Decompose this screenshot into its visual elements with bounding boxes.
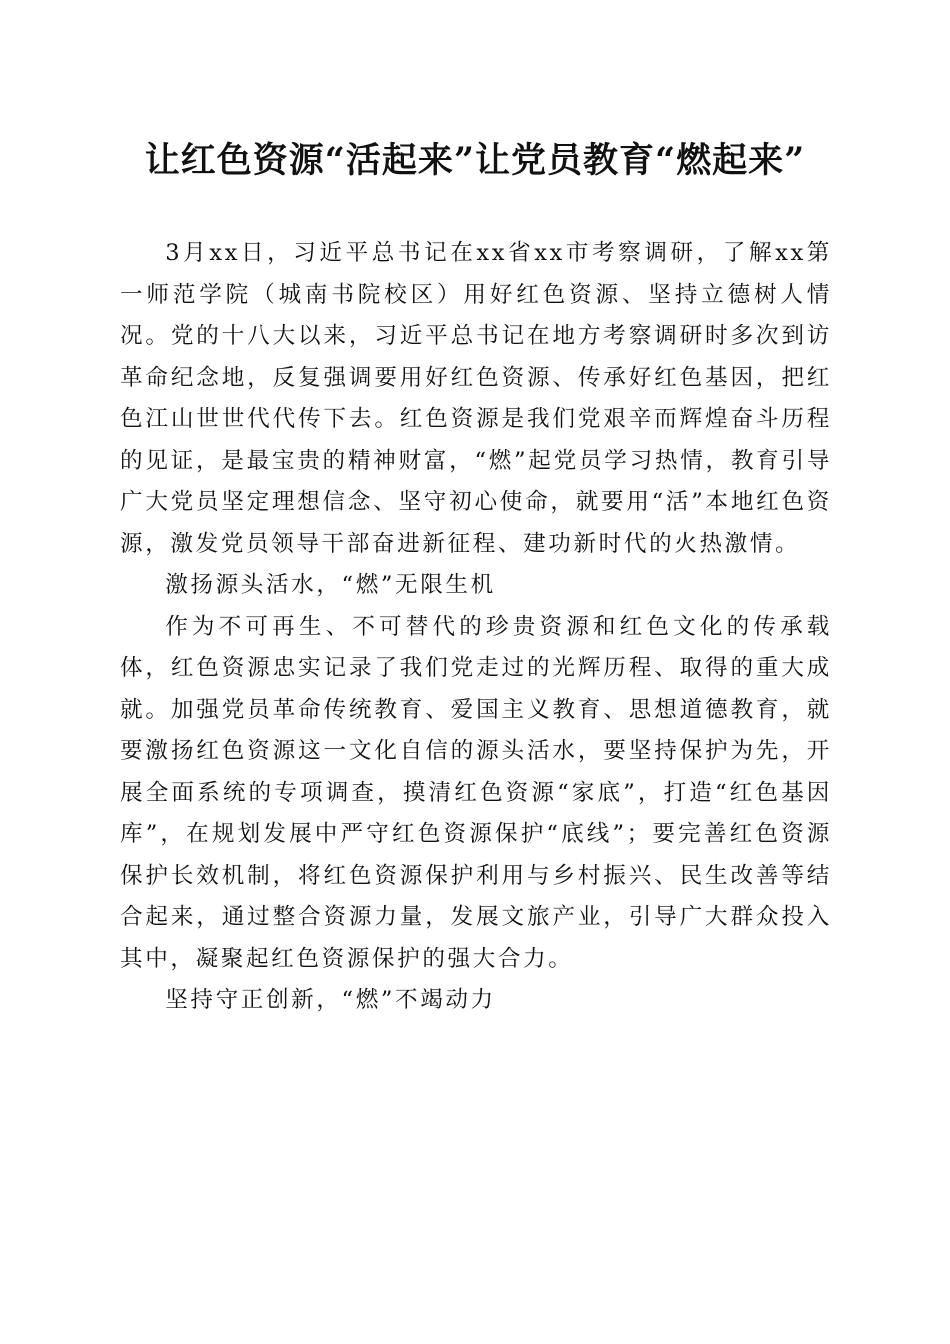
paragraph-section-1: 作为不可再生、不可替代的珍贵资源和红色文化的传承载体，红色资源忠实记录了我们党走过的光辉历程、取得的重大成就。加强党员革命传统教育、爱国主义教育、思想道德教育，就要激扬红色资源这一文化自信的源头活水，要坚持保护为先，开展全面系统的专项调查，摸清红色资源“家底”，打造“红色基因库”，在规划发展中严守红色资源保护“底线”；要完善红色资源保护长效机制，将红色资源保护利用与乡村振兴、民生改善等结合起来，通过整合资源力量，发展文旅产业，引导广大群众投入其中，凝聚起红色资源保护的强大合力。 [120,613,832,972]
section-heading-1: 激扬源头活水，“燃”无限生机 [165,572,496,598]
document-title: 让红色资源“活起来”让党员教育“燃起来” [144,140,806,181]
section-heading-2: 坚持守正创新，“燃”不竭动力 [165,987,496,1013]
paragraph-intro: 3月xx日，习近平总书记在xx省xx市考察调研，了解xx第一师范学院（城南书院校区）用好红色资源、坚持立德树人情况。党的十八大以来，习近平总书记在地方考察调研时多次到访革命纪念地，反复强调要用好红色资源、传承好红色基因，把红色江山世世代代传下去。红色资源是我们党艰辛而辉煌奋斗历程的见证，是最宝贵的精神财富，“燃”起党员学习热情，教育引导广大党员坚定理想信念、坚守初心使命，就要用“活”本地红色资源，激发党员领导干部奋进新征程、建功新时代的火热激情。 [120,240,832,557]
document-body [120,233,832,1022]
